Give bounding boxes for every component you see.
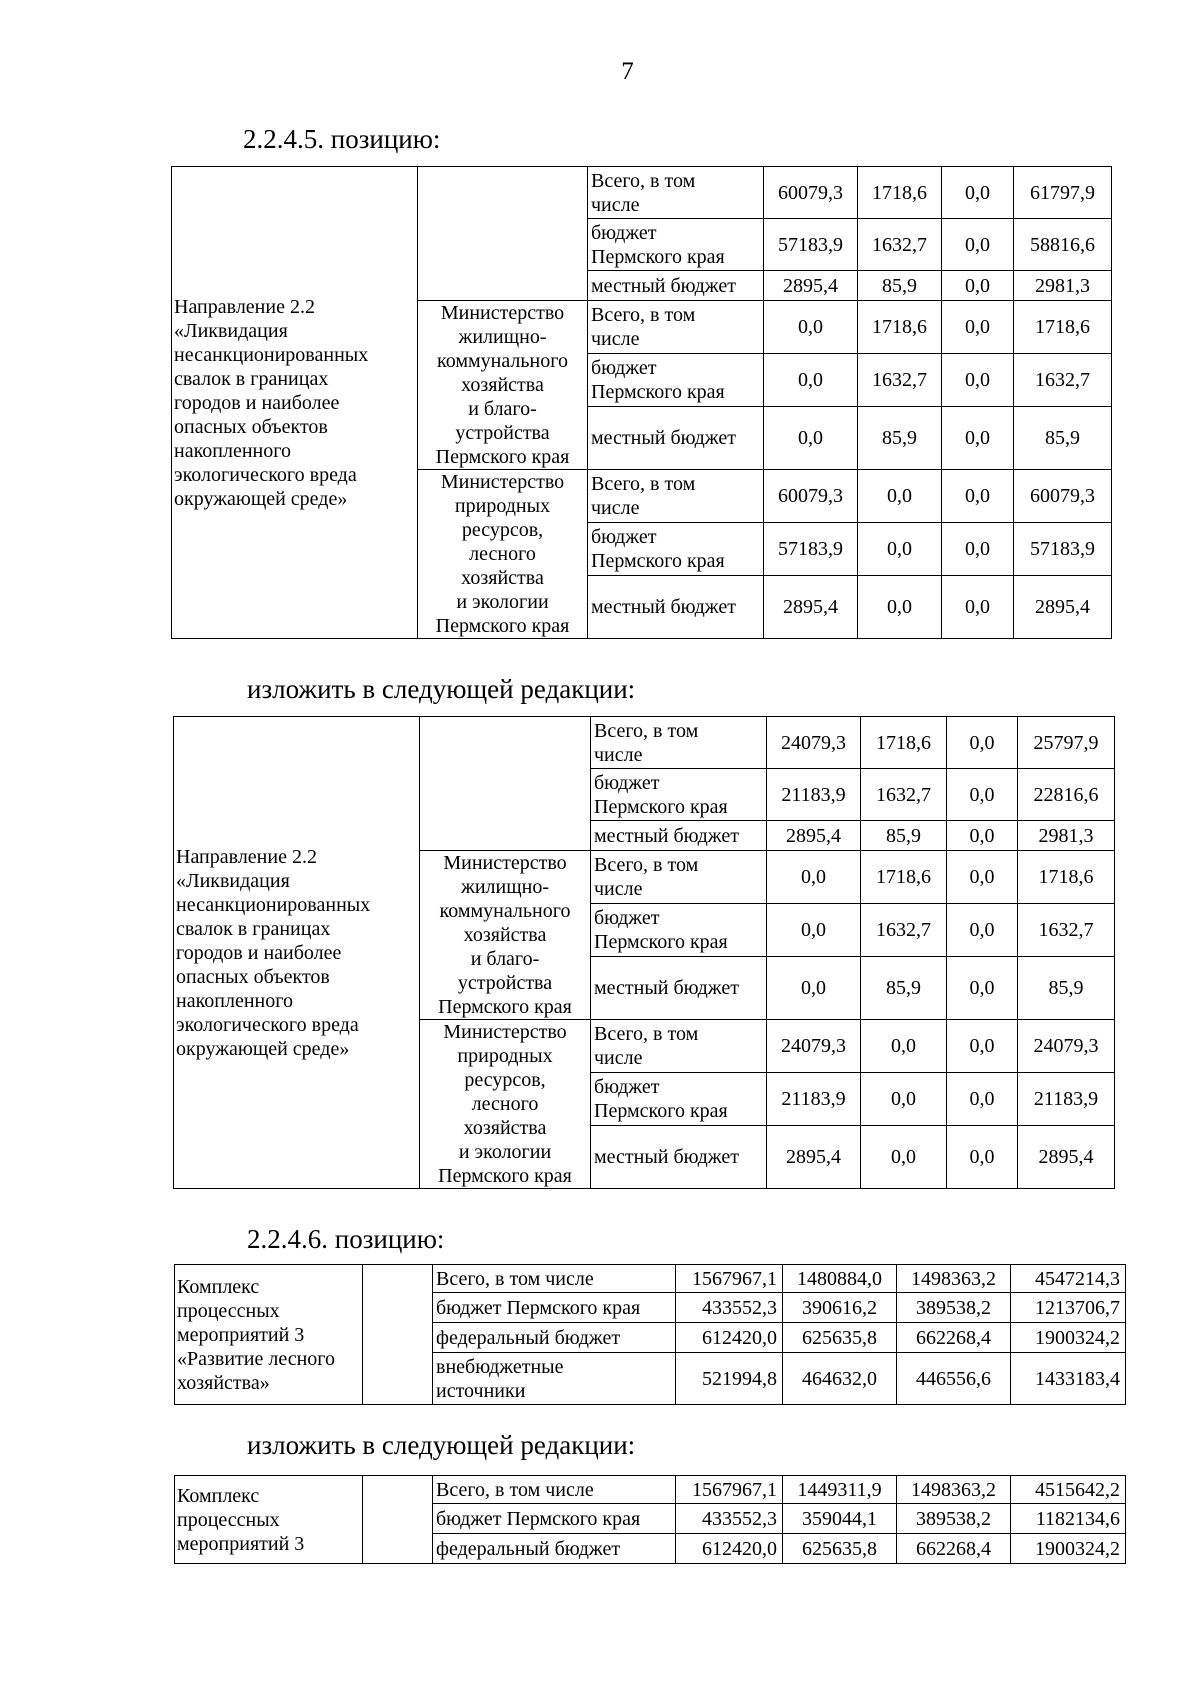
amount-cell: 662268,4	[897, 1534, 1011, 1564]
amount-cell: 2981,3	[1018, 821, 1115, 851]
amount-cell: 0,0	[947, 1072, 1018, 1125]
amount-cell: 24079,3	[767, 1020, 861, 1073]
funding-source-cell: местный бюджет	[588, 271, 764, 301]
amount-cell: 1718,6	[858, 167, 942, 219]
funding-source-cell: бюджет Пермского края	[588, 219, 764, 271]
table-row	[174, 717, 1115, 769]
amount-cell: 0,0	[858, 470, 942, 523]
amount-cell: 85,9	[861, 821, 947, 851]
funding-source-cell: Всего, в том числе	[588, 167, 764, 219]
table-complex-new	[174, 1475, 1126, 1564]
amount-cell: 0,0	[767, 956, 861, 1019]
amount-cell: 1718,6	[1014, 301, 1112, 354]
funding-source-cell: местный бюджет	[591, 956, 767, 1019]
table-row	[172, 167, 1112, 219]
amount-cell: 1498363,2	[897, 1265, 1011, 1293]
funding-source-cell: бюджет Пермского края	[588, 353, 764, 406]
amount-cell: 21183,9	[1018, 1072, 1115, 1125]
amount-cell: 0,0	[942, 470, 1014, 523]
table-direction-old	[171, 166, 1112, 639]
amount-cell: 0,0	[861, 1072, 947, 1125]
funding-source-cell: бюджет Пермского края	[433, 1293, 676, 1323]
funding-source-cell: Всего, в том числе	[591, 717, 767, 769]
funding-source-cell: бюджет Пермского края	[588, 522, 764, 575]
amount-cell: 21183,9	[767, 769, 861, 821]
amount-cell: 521994,8	[676, 1353, 783, 1405]
amount-cell: 0,0	[947, 717, 1018, 769]
amount-cell: 464632,0	[783, 1353, 897, 1405]
amount-cell: 60079,3	[1014, 470, 1112, 523]
executor-cell	[418, 167, 588, 301]
funding-source-cell: бюджет Пермского края	[591, 1072, 767, 1125]
funding-source-cell: Всего, в том числе	[591, 851, 767, 904]
amount-cell: 85,9	[1014, 406, 1112, 469]
amount-cell: 60079,3	[764, 470, 858, 523]
funding-source-cell: местный бюджет	[588, 575, 764, 638]
amount-cell: 1632,7	[1014, 353, 1112, 406]
amount-cell: 0,0	[942, 406, 1014, 469]
amount-cell: 60079,3	[764, 167, 858, 219]
amount-cell: 2895,4	[1018, 1125, 1115, 1188]
amount-cell: 22816,6	[1018, 769, 1115, 821]
direction-name-cell: Направление 2.2 «Ликвидация несанкционированных свалок в границах городов и наиболее опасных объектов накопленного экологического вреда окружающей среде»	[174, 717, 420, 1189]
amount-cell: 433552,3	[676, 1504, 783, 1534]
amount-cell: 24079,3	[1018, 1020, 1115, 1073]
amount-cell: 25797,9	[1018, 717, 1115, 769]
amount-cell: 625635,8	[783, 1534, 897, 1564]
amount-cell: 0,0	[942, 271, 1014, 301]
funding-source-cell: местный бюджет	[591, 1125, 767, 1188]
executor-cell: Министерство жилищно- коммунального хозяйства и благо- устройства Пермского края	[418, 301, 588, 470]
funding-source-cell: бюджет Пермского края	[591, 903, 767, 956]
amount-cell: 1213706,7	[1011, 1293, 1126, 1323]
funding-source-cell: бюджет Пермского края	[433, 1504, 676, 1534]
empty-executor-cell	[363, 1476, 433, 1564]
funding-source-cell: местный бюджет	[591, 821, 767, 851]
amount-cell: 2895,4	[767, 821, 861, 851]
funding-source-cell: федеральный бюджет	[433, 1534, 676, 1564]
table-complex-old	[174, 1264, 1126, 1405]
amount-cell: 1718,6	[1018, 851, 1115, 904]
amount-cell: 1433183,4	[1011, 1353, 1126, 1405]
executor-cell: Министерство природных ресурсов, лесного хозяйства и экологии Пермского края	[418, 470, 588, 639]
amount-cell: 1632,7	[861, 769, 947, 821]
funding-source-cell: местный бюджет	[588, 406, 764, 469]
amount-cell: 85,9	[1018, 956, 1115, 1019]
amount-cell: 1632,7	[858, 219, 942, 271]
funding-source-cell: Всего, в том числе	[591, 1020, 767, 1073]
amount-cell: 61797,9	[1014, 167, 1112, 219]
funding-source-cell: Всего, в том числе	[433, 1476, 676, 1504]
amount-cell: 390616,2	[783, 1293, 897, 1323]
amount-cell: 612420,0	[676, 1534, 783, 1564]
amount-cell: 2895,4	[767, 1125, 861, 1188]
amount-cell: 0,0	[947, 1125, 1018, 1188]
section-heading-1: 2.2.4.5. позицию:	[243, 124, 441, 154]
table-row	[175, 1476, 1126, 1504]
amount-cell: 0,0	[767, 851, 861, 904]
amount-cell: 625635,8	[783, 1323, 897, 1353]
amount-cell: 389538,2	[897, 1504, 1011, 1534]
amount-cell: 0,0	[947, 903, 1018, 956]
funding-source-cell: Всего, в том числе	[433, 1265, 676, 1293]
amount-cell: 0,0	[861, 1125, 947, 1188]
amount-cell: 1900324,2	[1011, 1323, 1126, 1353]
amount-cell: 24079,3	[767, 717, 861, 769]
amount-cell: 1718,6	[861, 717, 947, 769]
amount-cell: 446556,6	[897, 1353, 1011, 1405]
section-heading-2: изложить в следующей редакции:	[247, 674, 636, 704]
amount-cell: 0,0	[767, 903, 861, 956]
amount-cell: 4547214,3	[1011, 1265, 1126, 1293]
funding-source-cell: федеральный бюджет	[433, 1323, 676, 1353]
amount-cell: 85,9	[858, 406, 942, 469]
amount-cell: 662268,4	[897, 1323, 1011, 1353]
amount-cell: 21183,9	[767, 1072, 861, 1125]
amount-cell: 0,0	[947, 956, 1018, 1019]
complex-name-cell: Комплекс процессных мероприятий 3 «Развитие лесного хозяйства»	[175, 1265, 363, 1405]
amount-cell: 0,0	[764, 406, 858, 469]
amount-cell: 0,0	[942, 301, 1014, 354]
amount-cell: 0,0	[947, 769, 1018, 821]
amount-cell: 0,0	[947, 851, 1018, 904]
amount-cell: 1480884,0	[783, 1265, 897, 1293]
amount-cell: 1632,7	[861, 903, 947, 956]
amount-cell: 0,0	[858, 575, 942, 638]
amount-cell: 389538,2	[897, 1293, 1011, 1323]
direction-name-cell: Направление 2.2 «Ликвидация несанкционированных свалок в границах городов и наиболее опасных объектов накопленного экологического вреда окружающей среде»	[172, 167, 418, 639]
executor-cell: Министерство жилищно- коммунального хозяйства и благо- устройства Пермского края	[420, 851, 591, 1020]
funding-source-cell: бюджет Пермского края	[591, 769, 767, 821]
amount-cell: 85,9	[858, 271, 942, 301]
amount-cell: 0,0	[858, 522, 942, 575]
amount-cell: 359044,1	[783, 1504, 897, 1534]
amount-cell: 58816,6	[1014, 219, 1112, 271]
amount-cell: 0,0	[942, 353, 1014, 406]
amount-cell: 2895,4	[764, 271, 858, 301]
amount-cell: 1567967,1	[676, 1265, 783, 1293]
amount-cell: 1632,7	[1018, 903, 1115, 956]
amount-cell: 85,9	[861, 956, 947, 1019]
funding-source-cell: Всего, в том числе	[588, 301, 764, 354]
table-row	[175, 1265, 1126, 1293]
amount-cell: 1718,6	[861, 851, 947, 904]
amount-cell: 0,0	[942, 219, 1014, 271]
amount-cell: 1182134,6	[1011, 1504, 1126, 1534]
amount-cell: 0,0	[764, 353, 858, 406]
amount-cell: 1900324,2	[1011, 1534, 1126, 1564]
amount-cell: 0,0	[947, 821, 1018, 851]
amount-cell: 57183,9	[1014, 522, 1112, 575]
section-heading-4: изложить в следующей редакции:	[247, 1430, 636, 1460]
section-heading-3: 2.2.4.6. позицию:	[247, 1224, 445, 1254]
table-direction-new	[173, 716, 1115, 1189]
executor-cell	[420, 717, 591, 851]
amount-cell: 0,0	[942, 522, 1014, 575]
amount-cell: 0,0	[942, 167, 1014, 219]
amount-cell: 2895,4	[764, 575, 858, 638]
amount-cell: 433552,3	[676, 1293, 783, 1323]
amount-cell: 1718,6	[858, 301, 942, 354]
amount-cell: 2981,3	[1014, 271, 1112, 301]
amount-cell: 0,0	[947, 1020, 1018, 1073]
amount-cell: 1498363,2	[897, 1476, 1011, 1504]
page-number: 7	[621, 58, 634, 85]
amount-cell: 57183,9	[764, 522, 858, 575]
amount-cell: 612420,0	[676, 1323, 783, 1353]
amount-cell: 2895,4	[1014, 575, 1112, 638]
funding-source-cell: внебюджетные источники	[433, 1353, 676, 1405]
amount-cell: 1449311,9	[783, 1476, 897, 1504]
amount-cell: 1632,7	[858, 353, 942, 406]
amount-cell: 0,0	[942, 575, 1014, 638]
empty-executor-cell	[363, 1265, 433, 1405]
amount-cell: 0,0	[861, 1020, 947, 1073]
amount-cell: 57183,9	[764, 219, 858, 271]
amount-cell: 4515642,2	[1011, 1476, 1126, 1504]
executor-cell: Министерство природных ресурсов, лесного хозяйства и экологии Пермского края	[420, 1020, 591, 1189]
complex-name-cell: Комплекс процессных мероприятий 3	[175, 1476, 363, 1564]
amount-cell: 1567967,1	[676, 1476, 783, 1504]
funding-source-cell: Всего, в том числе	[588, 470, 764, 523]
amount-cell: 0,0	[764, 301, 858, 354]
